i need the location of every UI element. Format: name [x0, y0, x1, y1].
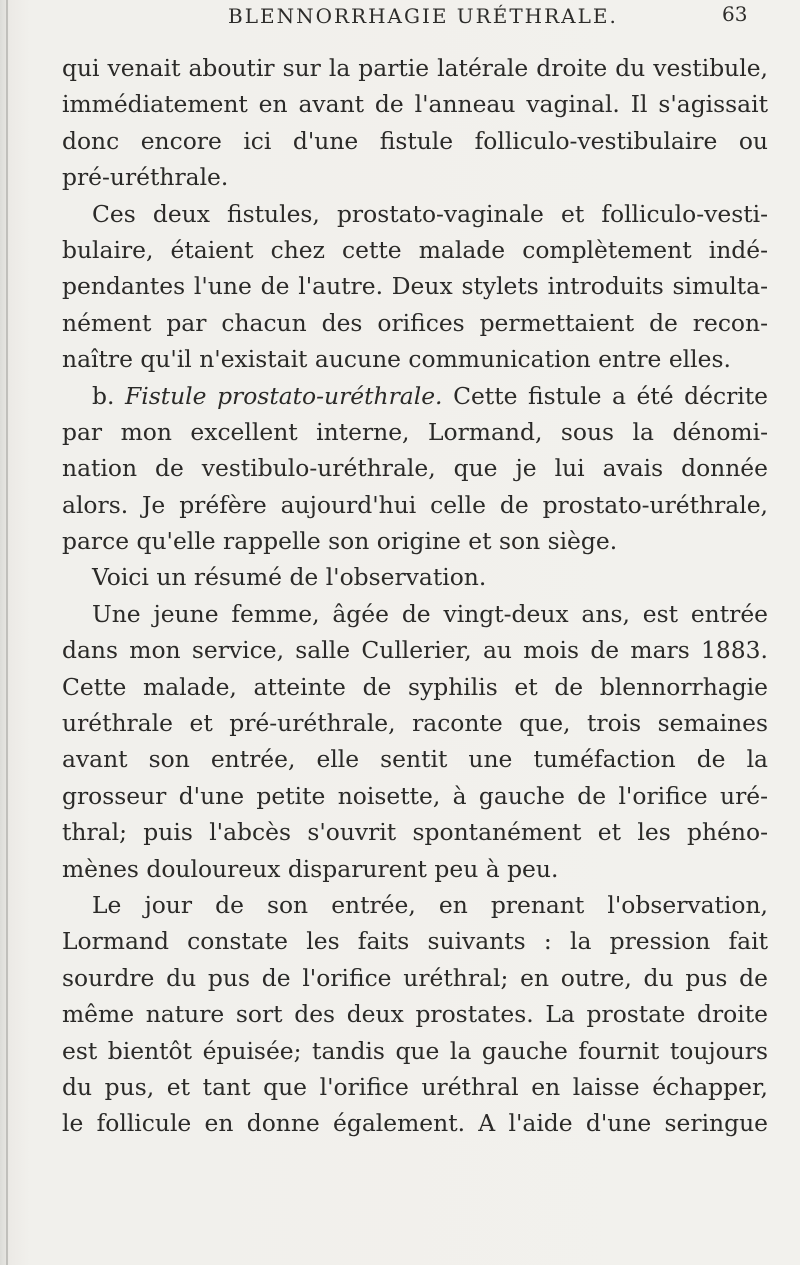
- text-line: immédiatement en avant de l'anneau vaginal. Il s'agissait: [62, 90, 768, 119]
- text-line: même nature sort des deux prostates. La prostate droite: [62, 1000, 768, 1029]
- text-line: thral; puis l'abcès s'ouvrit spontanément et les phéno-: [62, 818, 768, 847]
- text-line: uréthrale et pré-uréthrale, raconte que, trois semaines: [62, 709, 768, 738]
- text-line: naître qu'il n'existait aucune communication entre elles.: [62, 345, 731, 374]
- paragraph-start: Voici un résumé de l'observation.: [92, 563, 487, 592]
- text-line: mènes douloureux disparurent peu à peu.: [62, 854, 559, 883]
- text-line: Lormand constate les faits suivants : la pression fait: [62, 927, 768, 956]
- body-text: [62, 50, 768, 1142]
- text-line: parce qu'elle rappelle son origine et son siège.: [62, 527, 618, 556]
- text-line: est bientôt épuisée; tandis que la gauche fournit toujours: [62, 1036, 768, 1065]
- text-line: donc encore ici d'une fistule folliculo-vestibulaire ou: [62, 126, 768, 155]
- text-line: pré-uréthrale.: [62, 163, 229, 192]
- binding-gutter: [6, 0, 8, 1265]
- text-line: sourdre du pus de l'orifice uréthral; en outre, du pus de: [62, 963, 768, 992]
- text-line: nément par chacun des orifices permettaient de recon-: [62, 308, 768, 337]
- paragraph-start: Le jour de son entrée, en prenant l'observation,: [92, 890, 768, 919]
- text-line: qui venait aboutir sur la partie latérale droite du vestibule,: [62, 54, 768, 82]
- paragraph-start: Une jeune femme, âgée de vingt-deux ans, est entrée: [92, 599, 768, 628]
- running-head: BLENNORRHAGIE URÉTHRALE.: [228, 4, 618, 28]
- paragraph-start: Ces deux fistules, prostato-vaginale et folliculo-vesti-: [92, 199, 768, 228]
- text-line: avant son entrée, elle sentit une tuméfaction de la: [62, 745, 768, 774]
- text-line: Cette malade, atteinte de syphilis et de blennorrhagie: [62, 672, 768, 701]
- text-line: pendantes l'une de l'autre. Deux stylets introduits simulta-: [62, 272, 768, 301]
- text-line: alors. Je préfère aujourd'hui celle de prostato-uréthrale,: [62, 490, 768, 519]
- subsection-heading-line: [62, 378, 768, 414]
- subsection-marker: b.: [92, 381, 115, 410]
- text-line: dans mon service, salle Cullerier, au mois de mars 1883.: [62, 636, 768, 665]
- subsection-title: Fistule prostato-uréthrale.: [125, 381, 443, 410]
- text-line: du pus, et tant que l'orifice uréthral en laisse échapper,: [62, 1072, 768, 1101]
- text-line: par mon excellent interne, Lormand, sous la dénomi-: [62, 417, 768, 446]
- subsection-heading-rest: Cette fistule a été décrite: [453, 381, 768, 410]
- page-number: 63: [722, 2, 748, 26]
- text-line: grosseur d'une petite noisette, à gauche de l'orifice uré-: [62, 781, 768, 810]
- text-line: nation de vestibulo-uréthrale, que je lui avais donnée: [62, 454, 768, 483]
- text-line: le follicule en donne également. A l'aide d'une seringue: [62, 1109, 768, 1138]
- text-line: bulaire, étaient chez cette malade complètement indé-: [62, 235, 768, 264]
